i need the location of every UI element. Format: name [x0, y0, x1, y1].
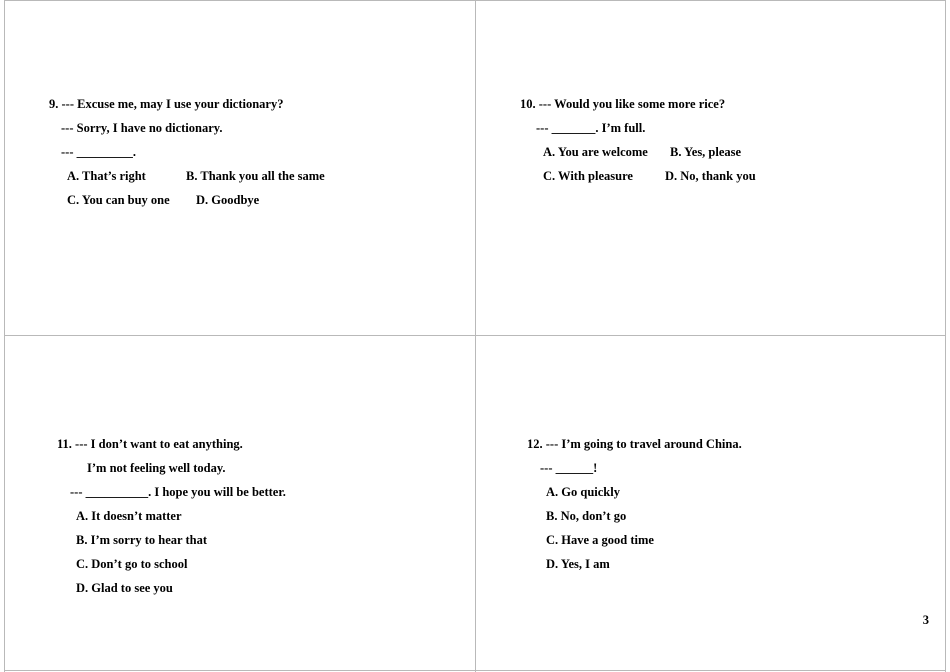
frame-horizontal-divider: [4, 335, 946, 336]
question-10-option-b: B. Yes, please: [670, 145, 742, 159]
question-9-reply: --- Sorry, I have no dictionary.: [61, 121, 223, 135]
question-12-option-b: B. No, don’t go: [546, 509, 627, 523]
question-11-option-c: C. Don’t go to school: [76, 557, 188, 571]
question-10-option-d: D. No, thank you: [665, 169, 756, 183]
question-11-prompt-continued: I’m not feeling well today.: [87, 461, 226, 475]
frame-vertical-divider: [475, 0, 476, 672]
question-12-option-c: C. Have a good time: [546, 533, 654, 547]
question-9-option-b: B. Thank you all the same: [186, 169, 325, 183]
question-9-prompt: 9. --- Excuse me, may I use your dictionary?: [49, 97, 284, 111]
question-10-option-c: C. With pleasure: [543, 169, 633, 183]
frame-right-border: [945, 0, 946, 672]
page-number: 3: [922, 613, 929, 627]
question-12-option-d: D. Yes, I am: [546, 557, 610, 571]
question-10-prompt: 10. --- Would you like some more rice?: [520, 97, 726, 111]
question-11-option-d: D. Glad to see you: [76, 581, 173, 595]
question-9-option-a: A. That’s right: [67, 169, 146, 183]
question-11-option-b: B. I’m sorry to hear that: [76, 533, 207, 547]
question-9-blank: --- _________.: [61, 145, 136, 159]
question-10-option-a: A. You are welcome: [543, 145, 648, 159]
question-12-prompt: 12. --- I’m going to travel around China.: [527, 437, 742, 451]
question-9-option-d: D. Goodbye: [196, 193, 260, 207]
frame-bottom-border: [4, 670, 946, 671]
frame-left-border: [4, 0, 5, 672]
question-12-option-a: A. Go quickly: [546, 485, 620, 499]
question-11-prompt: 11. --- I don’t want to eat anything.: [57, 437, 243, 451]
question-10-blank: --- _______. I’m full.: [536, 121, 646, 135]
question-11-blank: --- __________. I hope you will be better.: [70, 485, 286, 499]
question-12-blank: --- ______!: [540, 461, 598, 475]
question-9-option-c: C. You can buy one: [67, 193, 170, 207]
question-11-option-a: A. It doesn’t matter: [76, 509, 182, 523]
